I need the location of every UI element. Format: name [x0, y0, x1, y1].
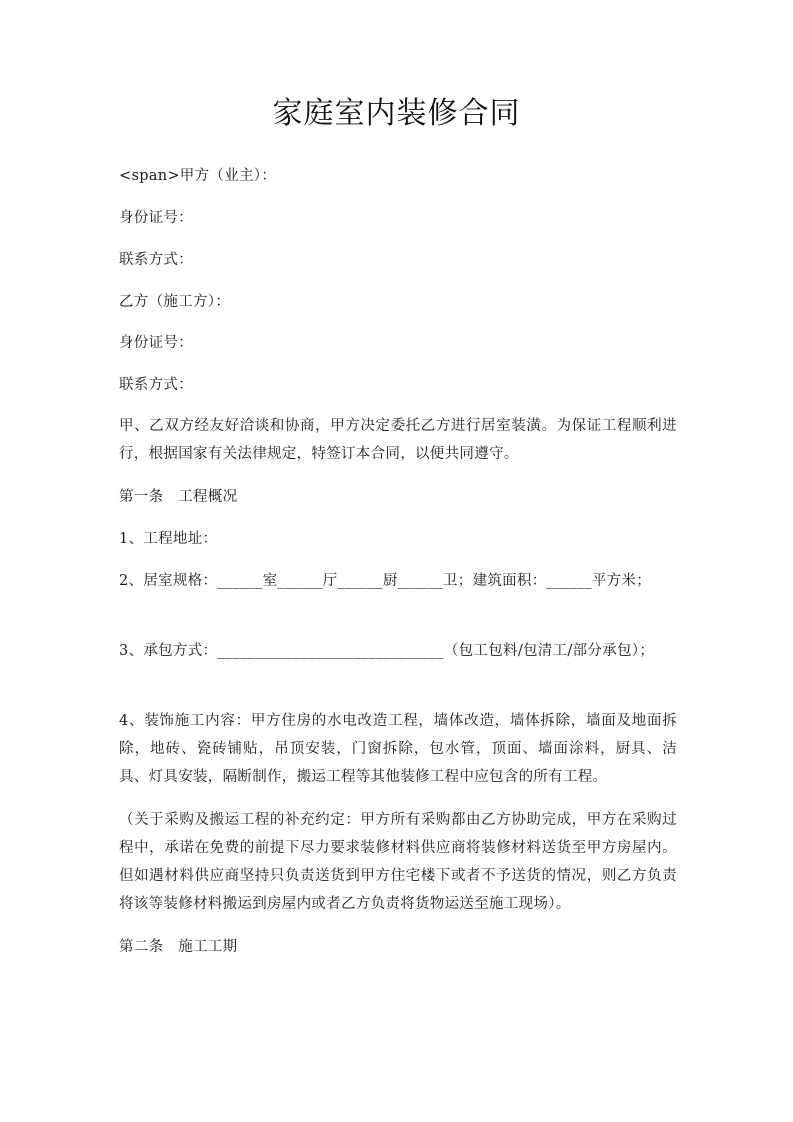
preamble-paragraph: 甲、乙双方经友好洽谈和协商，甲方决定委托乙方进行居室装潢。为保证工程顺利进行，根据国家有关法律规定，特签订本合同，以便共同遵守。 [119, 418, 677, 462]
document-title: 家庭室内装修合同 [272, 96, 521, 131]
article-1-heading: 第一条 工程概况 [119, 489, 238, 505]
supplementary-agreement-paragraph: （关于采购及搬运工程的补充约定：甲方所有采购都由乙方协助完成，甲方在采购过程中，承诺在免费的前提下尽力要求装修材料供应商将装修材料送货至甲方房屋内。但如遇材料供应商坚持只负责送货到甲方住宅楼下或者不予送货的情况，则乙方负责将该等装修材料搬运到房屋内或者乙方负责将货物运送至施工现场）。 [119, 812, 677, 912]
article-2-heading: 第二条 施工工期 [119, 939, 238, 955]
clause-4-construction-content: 4、装饰施工内容：甲方住房的水电改造工程，墙体改造，墙体拆除，墙面及地面拆除，地砖、瓷砖铺贴，吊顶安装，门窗拆除，包水管，顶面、墙面涂料，厨具、洁具、灯具安装，隔断制作，搬运工程等其他装修工程中应包含的所有工程。 [119, 713, 677, 785]
party-b-id-line: 身份证号： [119, 335, 193, 351]
party-b-line: 乙方（施工方）： [119, 294, 231, 310]
party-a-id-line: 身份证号： [119, 210, 193, 226]
party-b-contact-line: 联系方式： [119, 377, 193, 393]
party-a-line: <span>甲方（业主）： [119, 168, 277, 184]
clause-3-contract-mode: 3、承包方式：______________________________（包工包料/包清工/部分承包）； [119, 643, 655, 659]
clause-2-room-spec: 2、居室规格：______室______厅______厨______卫；建筑面积：______平方米； [119, 573, 652, 589]
clause-1-address: 1、工程地址： [119, 531, 218, 547]
party-a-contact-line: 联系方式： [119, 252, 193, 268]
